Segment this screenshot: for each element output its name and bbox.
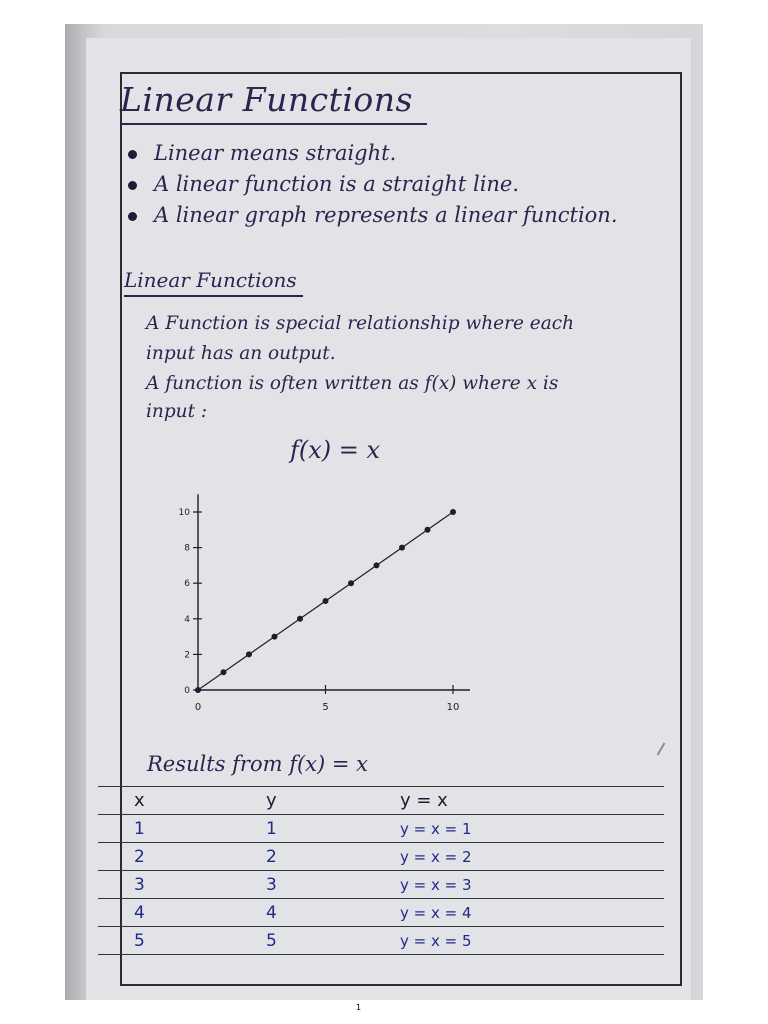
cell-x: 5: [98, 927, 264, 955]
y-tick-label: 2: [184, 650, 190, 661]
paragraph-line: A Function is special relationship where each: [146, 313, 575, 334]
x-tick-label: 5: [322, 702, 329, 713]
data-point: [425, 527, 431, 533]
cell-y: 4: [264, 899, 398, 927]
section-heading: Linear Functions: [124, 268, 303, 297]
cell-y: 3: [264, 871, 398, 899]
data-point: [221, 669, 227, 675]
table-row: [98, 815, 664, 843]
header-y: y: [264, 787, 398, 815]
page-title: Linear Functions: [120, 80, 427, 125]
y-tick-label: 10: [178, 508, 190, 518]
results-heading: Results from f(x) = x: [147, 752, 368, 776]
table-row: [98, 899, 664, 927]
table-row: [98, 871, 664, 899]
x-tick-label: 0: [194, 702, 202, 713]
data-point: [195, 687, 201, 693]
y-tick-label: 6: [184, 579, 190, 590]
header-y-equals-x: y = x: [398, 787, 664, 815]
formula: f(x) = x: [290, 436, 381, 464]
data-point: [246, 651, 252, 657]
header-x: x: [98, 787, 264, 815]
data-point: [450, 509, 456, 515]
cell-equation: y = x = 3: [398, 871, 664, 899]
cell-equation: y = x = 4: [398, 899, 664, 927]
bullet-list: [128, 138, 618, 231]
data-point: [272, 634, 278, 640]
line-chart: [160, 478, 470, 728]
cell-equation: y = x = 1: [398, 815, 664, 843]
cell-y: 5: [264, 927, 398, 955]
table-row: [98, 843, 664, 871]
cell-x: 2: [98, 843, 264, 871]
cell-x: 1: [98, 815, 264, 843]
page-number: 1: [356, 1003, 362, 1012]
results-table: [98, 786, 664, 955]
cell-x: 3: [98, 871, 264, 899]
x-tick-label: 10: [446, 702, 460, 713]
cell-y: 2: [264, 843, 398, 871]
paragraph-line: A function is often written as f(x) where x is: [146, 373, 559, 394]
y-tick-label: 0: [184, 686, 190, 696]
data-point: [374, 562, 380, 568]
paragraph-line: input has an output.: [146, 343, 336, 364]
cell-y: 1: [264, 815, 398, 843]
cell-equation: y = x = 2: [398, 843, 664, 871]
data-point: [399, 545, 405, 551]
data-point: [323, 598, 329, 604]
cell-equation: y = x = 5: [398, 927, 664, 955]
bullet-item: A linear graph represents a linear function.: [128, 200, 618, 231]
bullet-item: A linear function is a straight line.: [128, 169, 618, 200]
paragraph-line: input :: [146, 401, 208, 422]
data-point: [297, 616, 303, 622]
y-tick-label: 4: [184, 614, 190, 625]
data-point: [348, 580, 354, 586]
table-header-row: [98, 787, 664, 815]
bullet-item: Linear means straight.: [128, 138, 618, 169]
y-tick-label: 8: [184, 543, 190, 554]
cell-x: 4: [98, 899, 264, 927]
table-row: [98, 927, 664, 955]
